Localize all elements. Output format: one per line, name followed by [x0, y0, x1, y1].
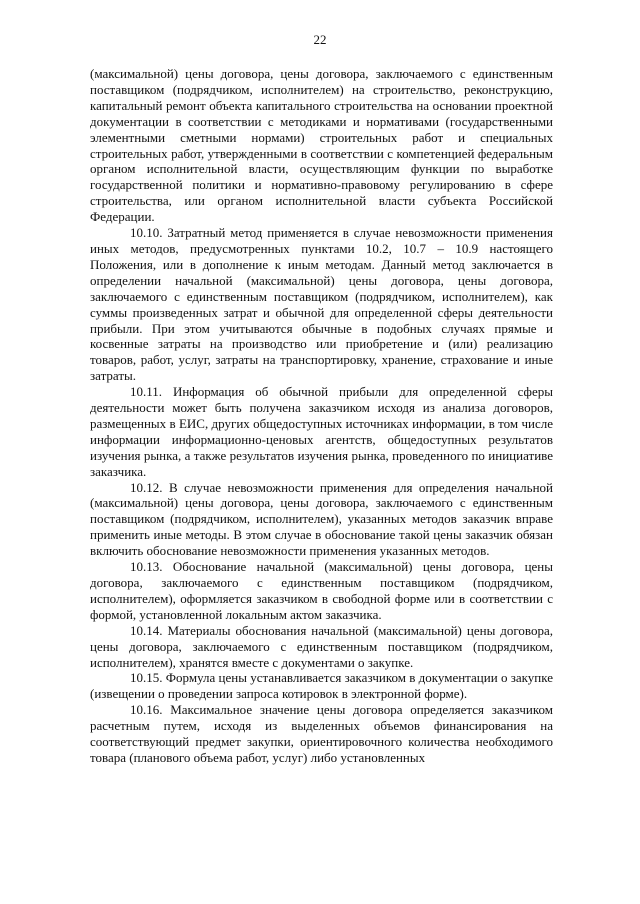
paragraph-10-12: 10.12. В случае невозможности применения для определения начальной (максимальной) цены договора, цены договора, заключаемого с единственным поставщиком (подрядчиком, исполнителем), указанных методов заказчик вправе применить иные методы. В этом случае в обоснование такой цены заказчик обязан включить обоснование невозможности применения указанных методов. [90, 479, 553, 559]
paragraph-10-16: 10.16. Максимальное значение цены договора определяется заказчиком расчетным путем, исходя из выделенных объемов финансирования на соответствующий предмет закупки, ориентировочного количества необходимого товара (планового объема работ, услуг) либо установленных [90, 702, 553, 765]
paragraph-10-13: 10.13. Обоснование начальной (максимальной) цены договора, цены договора, заключаемого с единственным поставщиком (подрядчиком, исполнителем), оформляется заказчиком в свободной форме или в соответствии с формой, установленной локальным актом заказчика. [90, 559, 553, 622]
paragraph-10-10: 10.10. Затратный метод применяется в случае невозможности применения иных методов, предусмотренных пунктами 10.2, 10.7 – 10.9 настоящего Положения, или в дополнение к иным методам. Данный метод заключается в определении начальной (максимальной) цены договора, цены договора, заключаемого с единственным поставщиком (подрядчиком, исполнителем), как суммы произведенных затрат и обычной для определенной сферы деятельности прибыли. При этом учитываются обычные в подобных случаях прямые и косвенные затраты на производство или приобретение и (или) реализацию товаров, работ, услуг, затраты на транспортировку, хранение, страхование и иные затраты. [90, 225, 553, 384]
paragraph-continuation: (максимальной) цены договора, цены договора, заключаемого с единственным поставщиком (подрядчиком, исполнителем) на строительство, реконструкцию, капитальный ремонт объекта капитального строительства на основании проектной документации в соответствии с методиками и нормативами (государственными элементными сметными нормами) строительных работ и специальных строительных работ, утвержденными в соответствии с компетенцией федеральным органом исполнительной власти, осуществляющим функции по выработке государственной политики и нормативно-правовому регулированию в сфере строительства, или органом исполнительной власти субъекта Российской Федерации. [90, 66, 553, 225]
paragraph-10-11: 10.11. Информация об обычной прибыли для определенной сферы деятельности может быть получена заказчиком исходя из анализа договоров, размещенных в ЕИС, других общедоступных источниках информации, в том числе информации информационно-ценовых агентств, общедоступных результатов изучения рынка, а также результатов изучения рынка, проведенного по инициативе заказчика. [90, 384, 553, 479]
page-number: 22 [313, 32, 327, 47]
paragraph-10-15: 10.15. Формула цены устанавливается заказчиком в документации о закупке (извещении о проведении запроса котировок в электронной форме). [90, 670, 553, 702]
paragraph-10-14: 10.14. Материалы обоснования начальной (максимальной) цены договора, цены договора, заключаемого с единственным поставщиком (подрядчиком, исполнителем), хранятся вместе с документами о закупке. [90, 622, 553, 670]
document-body [90, 66, 553, 766]
